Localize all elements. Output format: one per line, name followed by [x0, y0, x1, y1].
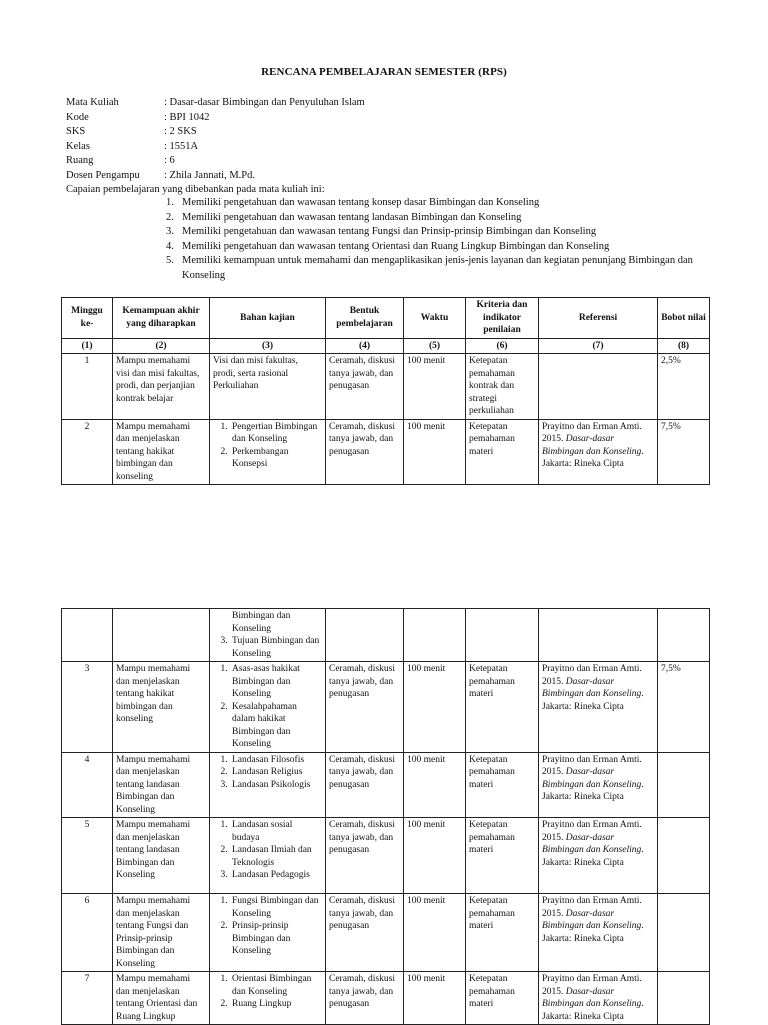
meta-row-mata-kuliah — [66, 96, 365, 111]
col-number: (8) — [658, 338, 710, 354]
cpl-text: Memiliki pengetahuan dan wawasan tentang landasan Bimbingan dan Konseling — [182, 211, 522, 223]
bentuk-cell: Ceramah, diskusi tanya jawab, dan penugasan — [326, 818, 404, 894]
col-number: (7) — [539, 338, 658, 354]
bobot-cell — [658, 752, 710, 818]
bahan-item: 1. Pengertian Bimbingan dan Konseling — [230, 421, 322, 446]
waktu-cell: 100 menit — [404, 662, 466, 753]
waktu-cell: 100 menit — [404, 354, 466, 420]
minggu-cell: 1 — [62, 354, 113, 420]
cpl-text: Memiliki pengetahuan dan wawasan tentang Orientasi dan Ruang Lingkup Bimbingan dan Konseling — [182, 240, 610, 252]
bentuk-cell: Ceramah, diskusi tanya jawab, dan penugasan — [326, 354, 404, 420]
bahan-cell — [210, 609, 326, 662]
bahan-cell — [210, 752, 326, 818]
bahan-item: 3. Landasan Pedagogis — [230, 869, 322, 882]
bahan-cell: Visi dan misi fakultas, prodi, serta rasional Perkuliahan — [210, 354, 326, 420]
bobot-cell: 7,5% — [658, 419, 710, 485]
header-bentuk: Bentuk pembelajaran — [326, 298, 404, 339]
col-number: (3) — [210, 338, 326, 354]
minggu-cell: 3 — [62, 662, 113, 753]
meta-value: : 1551A — [164, 140, 199, 152]
meta-row-sks — [66, 125, 365, 140]
minggu-cell: 2 — [62, 419, 113, 485]
kriteria-cell: Ketepatan pemahaman materi — [466, 662, 539, 753]
waktu-cell: 100 menit — [404, 818, 466, 894]
bahan-item: 1. Landasan sosial budaya — [230, 819, 322, 844]
bahan-item: 3. Tujuan Bimbingan dan Konseling — [230, 635, 322, 660]
bahan-item: 2. Kesalahpahaman dalam hakikat Bimbingan dan Konseling — [230, 701, 322, 751]
kemampuan-cell: Mampu memahami dan menjelaskan tentang Fungsi dan Prinsip-prinsip Bimbingan dan Konseling — [113, 894, 210, 972]
minggu-cell: 7 — [62, 972, 113, 1025]
kriteria-cell: Ketepatan pemahaman materi — [466, 972, 539, 1025]
column-number-row — [62, 338, 710, 354]
table-row — [62, 818, 710, 894]
meta-label: SKS — [66, 126, 86, 137]
table-row — [62, 419, 710, 485]
bahan-cell — [210, 662, 326, 753]
header-kriteria: Kriteria dan indikator penilaian — [466, 298, 539, 339]
col-number: (6) — [466, 338, 539, 354]
waktu-cell: 100 menit — [404, 894, 466, 972]
table-header-row — [62, 298, 710, 339]
bahan-item: 2. Ruang Lingkup — [230, 998, 322, 1011]
list-item: 1. Memiliki pengetahuan dan wawasan tentang konsep dasar Bimbingan dan Konseling — [166, 196, 696, 211]
meta-label: Kode — [66, 111, 89, 123]
meta-row-kode — [66, 111, 365, 126]
list-item: 3. Memiliki pengetahuan dan wawasan tentang Fungsi dan Prinsip-prinsip Bimbingan dan Konseling — [166, 225, 696, 240]
kemampuan-cell: Mampu memahami visi dan misi fakultas, prodi, dan perjanjian kontrak belajar — [113, 354, 210, 420]
cpl-intro: Capaian pembelajaran yang dibebankan pada mata kuliah ini: — [66, 184, 325, 195]
bahan-item: 1. Orientasi Bimbingan dan Konseling — [230, 973, 322, 998]
meta-row-kelas — [66, 140, 365, 155]
referensi-cell: Prayitno dan Erman Amti. 2015. Dasar-dasar Bimbingan dan Konseling. Jakarta: Rineka Cipta — [539, 662, 658, 753]
bentuk-cell: Ceramah, diskusi tanya jawab, dan penugasan — [326, 752, 404, 818]
meta-label: Kelas — [66, 140, 90, 152]
bahan-item: 1. Landasan Filosofis — [230, 754, 322, 767]
meta-value: : Dasar-dasar Bimbingan dan Penyuluhan Islam — [164, 97, 365, 108]
document-title: RENCANA PEMBELAJARAN SEMESTER (RPS) — [261, 66, 507, 78]
referensi-cell: Prayitno dan Erman Amti. 2015. Dasar-dasar Bimbingan dan Konseling. Jakarta: Rineka Cipta — [539, 894, 658, 972]
kemampuan-cell — [113, 609, 210, 662]
rps-table-page-2 — [61, 608, 710, 1025]
list-item: 2. Memiliki pengetahuan dan wawasan tentang landasan Bimbingan dan Konseling — [166, 211, 696, 226]
bobot-cell — [658, 818, 710, 894]
col-number: (5) — [404, 338, 466, 354]
bahan-item: 3. Landasan Psikologis — [230, 779, 322, 792]
list-item: 5. Memiliki kemampuan untuk memahami dan mengaplikasikan jenis-jenis layanan dan kegiatan penunjang Bimbingan dan Konseling — [166, 254, 696, 283]
bahan-cell — [210, 972, 326, 1025]
page-1 — [0, 0, 768, 482]
table-row — [62, 354, 710, 420]
bobot-cell — [658, 894, 710, 972]
minggu-cell: 4 — [62, 752, 113, 818]
bahan-item: 2. Landasan Religius — [230, 766, 322, 779]
bahan-continuation: Bimbingan dan Konseling — [232, 611, 291, 634]
bentuk-cell: Ceramah, diskusi tanya jawab, dan penugasan — [326, 419, 404, 485]
table-row — [62, 894, 710, 972]
bahan-cell — [210, 419, 326, 485]
meta-row-ruang — [66, 154, 365, 169]
waktu-cell: 100 menit — [404, 972, 466, 1025]
header-bahan: Bahan kajian — [210, 298, 326, 339]
waktu-cell: 100 menit — [404, 752, 466, 818]
kriteria-cell: Ketepatan pemahaman materi — [466, 419, 539, 485]
bentuk-cell: Ceramah, diskusi tanya jawab, dan penugasan — [326, 662, 404, 753]
header-minggu: Minggu ke- — [62, 298, 113, 339]
cpl-text: Memiliki pengetahuan dan wawasan tentang konsep dasar Bimbingan dan Konseling — [182, 197, 540, 208]
bahan-item: 1. Asas-asas hakikat Bimbingan dan Konseling — [230, 663, 322, 701]
meta-value: : 2 SKS — [164, 126, 197, 137]
table-row — [62, 752, 710, 818]
kriteria-cell: Ketepatan pemahaman materi — [466, 818, 539, 894]
referensi-cell: Prayitno dan Erman Amti. 2015. Dasar-dasar Bimbingan dan Konseling. Jakarta: Rineka Cipta — [539, 419, 658, 485]
referensi-cell: Prayitno dan Erman Amti. 2015. Dasar-dasar Bimbingan dan Konseling. Jakarta: Rineka Cipta — [539, 972, 658, 1025]
minggu-cell — [62, 609, 113, 662]
meta-label: Ruang — [66, 155, 94, 166]
bentuk-cell: Ceramah, diskusi tanya jawab, dan penugasan — [326, 972, 404, 1025]
referensi-cell: Prayitno dan Erman Amti. 2015. Dasar-dasar Bimbingan dan Konseling. Jakarta: Rineka Cipta — [539, 818, 658, 894]
kemampuan-cell: Mampu memahami dan menjelaskan tentang landasan Bimbingan dan Konseling — [113, 818, 210, 894]
kemampuan-cell: Mampu memahami dan menjelaskan tentang landasan Bimbingan dan Konseling — [113, 752, 210, 818]
waktu-cell: 100 menit — [404, 419, 466, 485]
minggu-cell: 6 — [62, 894, 113, 972]
kemampuan-cell: Mampu memahami dan menjelaskan tentang hakikat bimbingan dan konseling — [113, 662, 210, 753]
meta-value: : 6 — [164, 155, 175, 166]
table-row — [62, 972, 710, 1025]
cpl-list — [166, 196, 696, 283]
bobot-cell — [658, 972, 710, 1025]
cpl-text: Memiliki pengetahuan dan wawasan tentang Fungsi dan Prinsip-prinsip Bimbingan dan Konseling — [182, 226, 597, 237]
meta-label: Dosen Pengampu — [66, 169, 140, 181]
referensi-cell — [539, 609, 658, 662]
referensi-cell: Prayitno dan Erman Amti. 2015. Dasar-dasar Bimbingan dan Konseling. Jakarta: Rineka Cipta — [539, 752, 658, 818]
header-kemampuan: Kemampuan akhir yang diharapkan — [113, 298, 210, 339]
course-info — [66, 96, 365, 198]
bobot-cell — [658, 609, 710, 662]
waktu-cell — [404, 609, 466, 662]
bobot-cell: 7,5% — [658, 662, 710, 753]
kriteria-cell: Ketepatan pemahaman kontrak dan strategi perkuliahan — [466, 354, 539, 420]
col-number: (2) — [113, 338, 210, 354]
kemampuan-cell: Mampu memahami dan menjelaskan tentang Orientasi dan Ruang Lingkup — [113, 972, 210, 1025]
header-bobot: Bobot nilai — [658, 298, 710, 339]
table-row — [62, 662, 710, 753]
minggu-cell: 5 — [62, 818, 113, 894]
bahan-item: 2. Perkembangan Konsepsi — [230, 446, 322, 471]
bentuk-cell: Ceramah, diskusi tanya jawab, dan penugasan — [326, 894, 404, 972]
meta-row-dosen — [66, 169, 365, 184]
meta-value: : Zhila Jannati, M.Pd. — [164, 169, 255, 181]
referensi-cell — [539, 354, 658, 420]
cpl-text: Memiliki kemampuan untuk memahami dan mengaplikasikan jenis-jenis layanan dan kegiatan penunjang Bimbingan dan Konseling — [182, 255, 693, 281]
kriteria-cell — [466, 609, 539, 662]
col-number: (4) — [326, 338, 404, 354]
kriteria-cell: Ketepatan pemahaman materi — [466, 894, 539, 972]
bahan-item: 1. Fungsi Bimbingan dan Konseling — [230, 895, 322, 920]
meta-label: Mata Kuliah — [66, 97, 119, 108]
header-referensi: Referensi — [539, 298, 658, 339]
col-number: (1) — [62, 338, 113, 354]
kemampuan-cell: Mampu memahami dan menjelaskan tentang hakikat bimbingan dan konseling — [113, 419, 210, 485]
rps-table-page-1 — [61, 297, 710, 485]
bahan-item: 2. Prinsip-prinsip Bimbingan dan Konseling — [230, 920, 322, 958]
bobot-cell: 2,5% — [658, 354, 710, 420]
table-row — [62, 609, 710, 662]
bahan-cell — [210, 818, 326, 894]
kriteria-cell: Ketepatan pemahaman materi — [466, 752, 539, 818]
meta-value: : BPI 1042 — [164, 111, 210, 123]
bahan-item: 2. Landasan Ilmiah dan Teknologis — [230, 844, 322, 869]
header-waktu: Waktu — [404, 298, 466, 339]
bentuk-cell — [326, 609, 404, 662]
bahan-cell — [210, 894, 326, 972]
list-item: 4. Memiliki pengetahuan dan wawasan tentang Orientasi dan Ruang Lingkup Bimbingan dan Konseling — [166, 240, 696, 255]
